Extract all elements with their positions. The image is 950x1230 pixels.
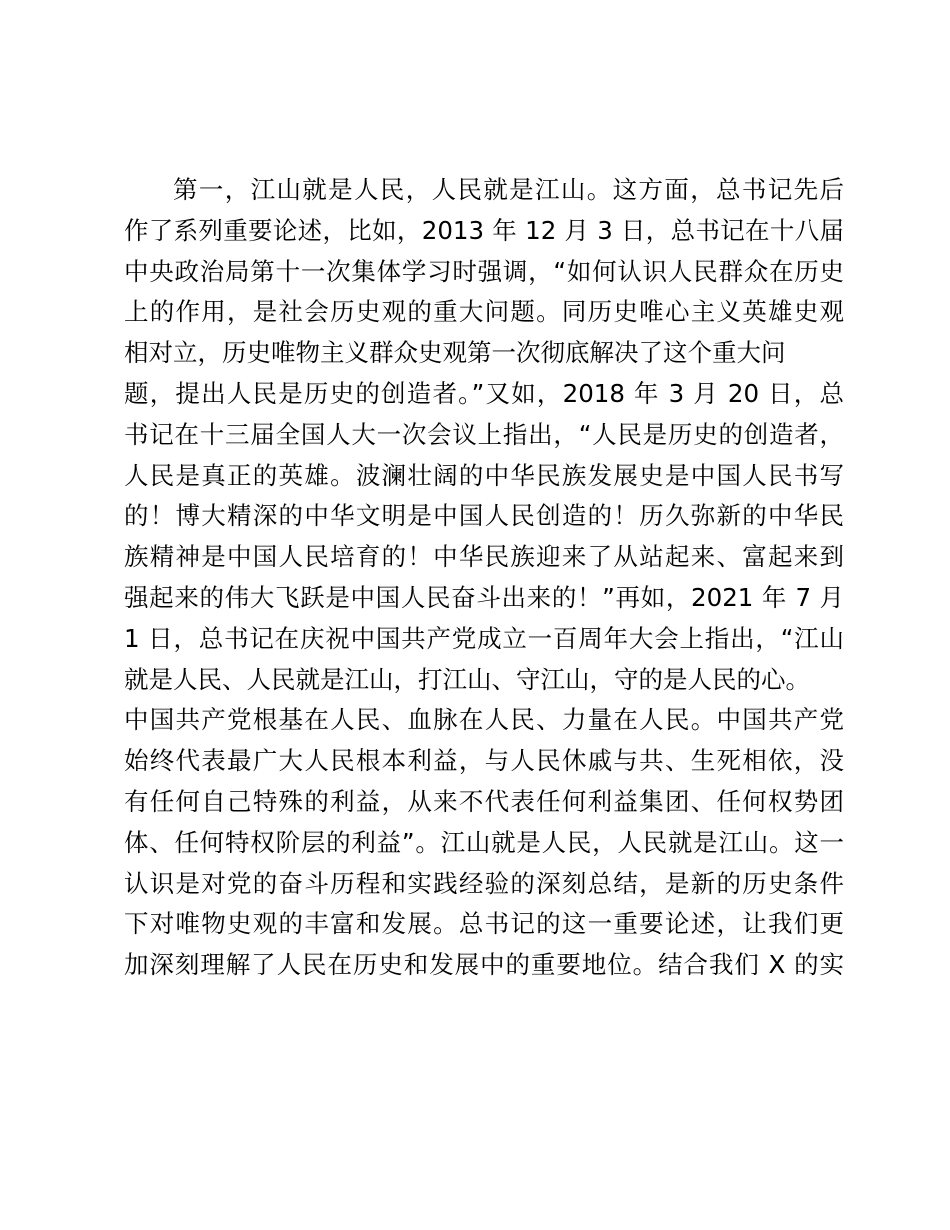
paragraph-line: 认识是对党的奋斗历程和实践经验的深刻总结，是新的历史条件 (124, 868, 844, 898)
paragraph-line: 书记在十三届全国人大一次会议上指出，“人民是历史的创造者， (124, 419, 844, 449)
paragraph-line: 人民是真正的英雄。波澜壮阔的中华民族发展史是中国人民书写 (124, 460, 844, 490)
paragraph-line: 第一，江山就是人民，人民就是江山。这方面，总书记先后 (173, 175, 844, 204)
paragraph-line: 下对唯物史观的丰富和发展。总书记的这一重要论述，让我们更 (124, 909, 844, 939)
paragraph-line: 强起来的伟大飞跃是中国人民奋斗出来的！”再如，2021 年 7 月 (124, 582, 844, 612)
paragraph-line: 中国共产党根基在人民、血脉在人民、力量在人民。中国共产党 (124, 705, 844, 735)
paragraph-line: 加深刻理解了人民在历史和发展中的重要地位。结合我们 X 的实 (124, 950, 844, 980)
paragraph-line: 有任何自己特殊的利益，从来不代表任何利益集团、任何权势团 (124, 786, 844, 816)
paragraph-line: 始终代表最广大人民根本利益，与人民休戚与共、生死相依，没 (124, 746, 844, 776)
paragraph-line: 就是人民、人民就是江山，打江山、守江山，守的是人民的心。 (124, 664, 810, 694)
paragraph-line: 族精神是中国人民培育的！中华民族迎来了从站起来、富起来到 (124, 542, 844, 572)
paragraph-line: 相对立，历史唯物主义群众史观第一次彻底解决了这个重大问 (124, 338, 786, 368)
paragraph-line: 题，提出人民是历史的创造者。”又如，2018 年 3 月 20 日，总 (124, 378, 844, 408)
paragraph-line: 中央政治局第十一次集体学习时强调，“如何认识人民群众在历史 (124, 256, 844, 286)
paragraph-line: 上的作用，是社会历史观的重大问题。同历史唯心主义英雄史观 (124, 297, 844, 327)
body-paragraph (124, 170, 844, 986)
paragraph-line: 体、任何特权阶层的利益”。江山就是人民，人民就是江山。这一 (124, 827, 844, 857)
paragraph-line: 的！博大精深的中华文明是中国人民创造的！历久弥新的中华民 (124, 501, 844, 531)
paragraph-line: 作了系列重要论述，比如，2013 年 12 月 3 日，总书记在十八届 (124, 215, 844, 245)
paragraph-line: 1 日，总书记在庆祝中国共产党成立一百周年大会上指出，“江山 (124, 623, 844, 653)
